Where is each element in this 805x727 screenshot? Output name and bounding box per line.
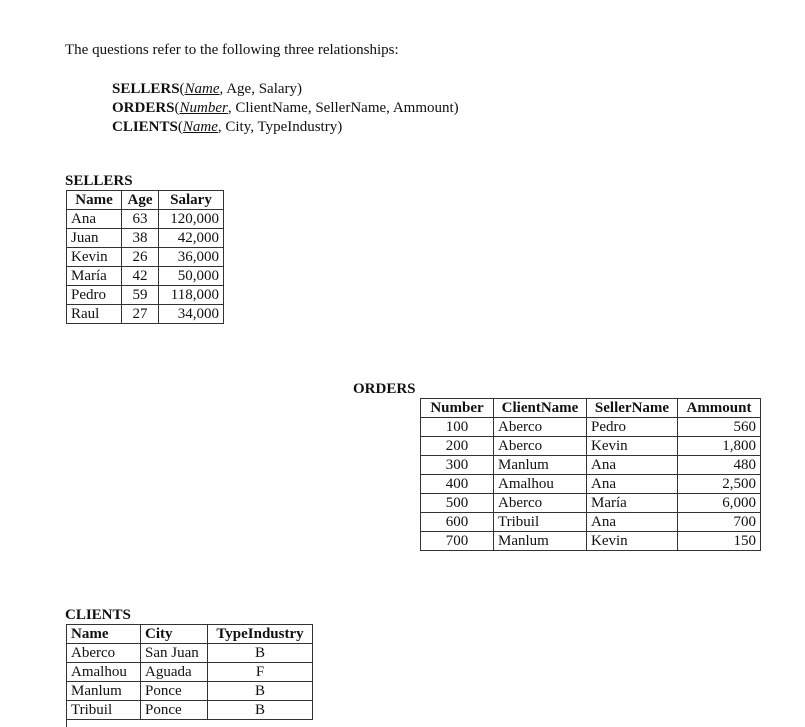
table-row bbox=[421, 475, 761, 494]
sellers-table-title: SELLERS bbox=[65, 173, 133, 189]
table-row bbox=[421, 513, 761, 532]
table-header-row bbox=[67, 191, 224, 210]
table-cell: Raul bbox=[67, 305, 122, 324]
table-row bbox=[67, 248, 224, 267]
column-header: Name bbox=[67, 191, 122, 210]
table-row bbox=[421, 456, 761, 475]
table-cell: San Juan bbox=[141, 644, 208, 663]
table-header-row bbox=[421, 399, 761, 418]
table-cell: 2,500 bbox=[678, 475, 761, 494]
table-cell: Aberco bbox=[494, 437, 587, 456]
table-cell: Tribuil bbox=[67, 701, 141, 720]
table-cell: Tribuil bbox=[494, 513, 587, 532]
table-cell: Manlum bbox=[494, 532, 587, 551]
table-cell: 63 bbox=[122, 210, 159, 229]
schema-open-paren: ( bbox=[174, 100, 180, 116]
column-header: Age bbox=[122, 191, 159, 210]
table-cell: 38 bbox=[122, 229, 159, 248]
column-header: TypeIndustry bbox=[208, 625, 313, 644]
table-cell: 400 bbox=[421, 475, 494, 494]
table-cell: 27 bbox=[122, 305, 159, 324]
table-cell: Ana bbox=[587, 513, 678, 532]
table-cell: Ana bbox=[587, 475, 678, 494]
table-row bbox=[421, 494, 761, 513]
table-cell: Manlum bbox=[494, 456, 587, 475]
column-header: ClientName bbox=[494, 399, 587, 418]
table-row bbox=[421, 437, 761, 456]
table-cell: 100 bbox=[421, 418, 494, 437]
schema-relation-name: SELLERS bbox=[112, 81, 180, 97]
column-header: Number bbox=[421, 399, 494, 418]
table-row bbox=[67, 267, 224, 286]
text-cursor bbox=[66, 718, 67, 727]
table-cell: 200 bbox=[421, 437, 494, 456]
table-row bbox=[67, 305, 224, 324]
table-cell: Aberco bbox=[494, 418, 587, 437]
table-cell: 118,000 bbox=[159, 286, 224, 305]
table-cell: B bbox=[208, 644, 313, 663]
table-cell: 560 bbox=[678, 418, 761, 437]
table-cell: 1,800 bbox=[678, 437, 761, 456]
table-cell: 36,000 bbox=[159, 248, 224, 267]
schema-open-paren: ( bbox=[179, 81, 185, 97]
table-cell: Amalhou bbox=[67, 663, 141, 682]
column-header: Name bbox=[67, 625, 141, 644]
table-cell: Manlum bbox=[67, 682, 141, 701]
schema-relation-name: ORDERS bbox=[112, 100, 175, 116]
table-cell: 700 bbox=[421, 532, 494, 551]
table-row bbox=[67, 210, 224, 229]
table-row bbox=[67, 701, 313, 720]
table-cell: Ana bbox=[67, 210, 122, 229]
schema-attributes: , ClientName, SellerName, Ammount) bbox=[227, 100, 459, 116]
table-cell: María bbox=[67, 267, 122, 286]
orders-table bbox=[420, 398, 761, 551]
column-header: Ammount bbox=[678, 399, 761, 418]
sellers-table bbox=[66, 190, 224, 324]
table-cell: 600 bbox=[421, 513, 494, 532]
table-cell: Ponce bbox=[141, 701, 208, 720]
table-cell: 700 bbox=[678, 513, 761, 532]
column-header: City bbox=[141, 625, 208, 644]
table-cell: Aguada bbox=[141, 663, 208, 682]
orders-table-title: ORDERS bbox=[353, 381, 416, 397]
table-header-row bbox=[67, 625, 313, 644]
clients-table-title: CLIENTS bbox=[65, 607, 131, 623]
schema-definitions bbox=[112, 80, 459, 137]
table-cell: 34,000 bbox=[159, 305, 224, 324]
table-cell: B bbox=[208, 682, 313, 701]
intro-text: The questions refer to the following three relationships: bbox=[65, 42, 399, 58]
table-row bbox=[67, 682, 313, 701]
table-cell: 26 bbox=[122, 248, 159, 267]
column-header: Salary bbox=[159, 191, 224, 210]
table-row bbox=[421, 532, 761, 551]
table-row bbox=[67, 229, 224, 248]
schema-attributes: , City, TypeIndustry) bbox=[217, 119, 343, 135]
table-cell: 50,000 bbox=[159, 267, 224, 286]
table-cell: 6,000 bbox=[678, 494, 761, 513]
table-row bbox=[67, 663, 313, 682]
table-cell: 120,000 bbox=[159, 210, 224, 229]
column-header: SellerName bbox=[587, 399, 678, 418]
table-cell: Ponce bbox=[141, 682, 208, 701]
table-cell: 42,000 bbox=[159, 229, 224, 248]
table-cell: B bbox=[208, 701, 313, 720]
table-cell: 59 bbox=[122, 286, 159, 305]
table-row bbox=[421, 418, 761, 437]
table-cell: Pedro bbox=[67, 286, 122, 305]
schema-clients bbox=[112, 118, 459, 137]
table-cell: Pedro bbox=[587, 418, 678, 437]
table-cell: Kevin bbox=[587, 532, 678, 551]
table-row bbox=[67, 644, 313, 663]
clients-table bbox=[66, 624, 313, 720]
table-cell: Aberco bbox=[494, 494, 587, 513]
table-cell: Aberco bbox=[67, 644, 141, 663]
table-cell: 300 bbox=[421, 456, 494, 475]
table-cell: Amalhou bbox=[494, 475, 587, 494]
table-cell: 150 bbox=[678, 532, 761, 551]
schema-attributes: , Age, Salary) bbox=[219, 81, 303, 97]
table-cell: 42 bbox=[122, 267, 159, 286]
schema-relation-name: CLIENTS bbox=[112, 119, 178, 135]
schema-primary-key: Number bbox=[179, 100, 228, 116]
schema-orders bbox=[112, 99, 459, 118]
table-cell: Juan bbox=[67, 229, 122, 248]
table-cell: Kevin bbox=[587, 437, 678, 456]
table-cell: 480 bbox=[678, 456, 761, 475]
table-cell: María bbox=[587, 494, 678, 513]
table-cell: Kevin bbox=[67, 248, 122, 267]
schema-sellers bbox=[112, 80, 459, 99]
schema-primary-key: Name bbox=[182, 119, 218, 135]
table-cell: Ana bbox=[587, 456, 678, 475]
table-cell: 500 bbox=[421, 494, 494, 513]
table-cell: F bbox=[208, 663, 313, 682]
schema-primary-key: Name bbox=[184, 81, 220, 97]
schema-open-paren: ( bbox=[177, 119, 183, 135]
table-row bbox=[67, 286, 224, 305]
